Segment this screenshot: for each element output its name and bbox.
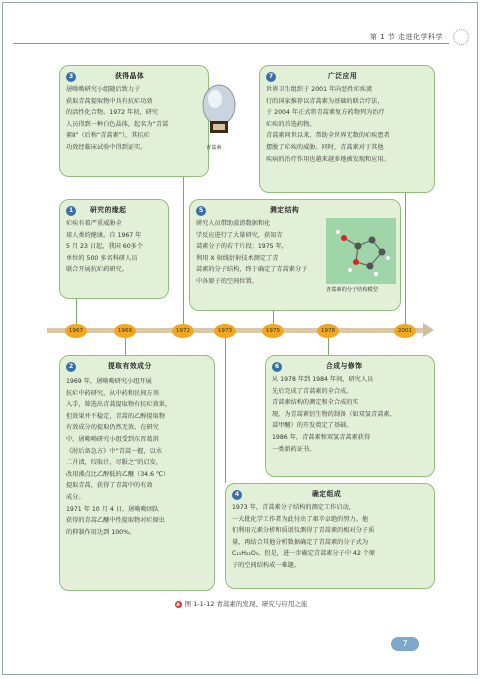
box-determine-composition xyxy=(225,483,435,589)
header-rule xyxy=(13,43,449,44)
figure-icon: ▲ xyxy=(176,600,180,607)
box-text: 屠呦呦研究小组随后致力于 获取青蒿提取物中具有抗疟功效 的活性化合物。1972 年初，研究 人员得到一种白色晶体，起名为“青蒿 素Ⅱ”（后称“青蒿素”），其抗疟 功效经临床试验中得到证实。 xyxy=(66,86,169,151)
badge-1: 1 xyxy=(66,206,76,216)
box-title: 确定组成 xyxy=(312,490,342,498)
artemisinin-jar-image xyxy=(201,81,237,141)
box-text: 1969 年，屠呦呦研究小组开展 抗疟中药研究，从中药和民间方剂 入手，筛选出青蒿提取物有抗疟效果， 但效果并不稳定，青蒿的乙醇提取物 有效成分的提取仍然无效。在研究 中，屠呦呦研究小组受到东晋葛洪 《肘后备急方》中“青蒿一握，以水 二升渍，绞取汁，尽服之”的启发， 改用沸点比乙醇低的乙醚（34.6 ℃） 提取青蒿，获得了青蒿中的有效 成分。 1971 年 10 月 4 日，屠呦呦团队 获得的青蒿乙醚中性提取物对疟原虫 的抑制作用达到 100%。 xyxy=(66,378,172,536)
molecule-caption: 青蒿素的分子结构模型 xyxy=(326,287,378,293)
section-title: 第 1 节 走进化学科学 xyxy=(369,33,443,41)
figure-caption-text: 图 1-1-12 青蒿素的发现、研究与应用之旅 xyxy=(184,600,308,608)
connector xyxy=(225,333,226,483)
connector xyxy=(405,193,406,325)
box-extract-active-ingredient xyxy=(59,355,215,591)
box-text: 研究人员借助波谱数据和化 学反应进行了大量研究，获知青 蒿素分子的若干片段；1975 年， 利用 X 射线衍射技术测定了青 蒿素的分子结构，终于确定了青蒿素分子 中各原子的空间位置。 xyxy=(196,220,308,285)
timeline-bar xyxy=(47,328,425,333)
box-title: 测定结构 xyxy=(270,206,300,214)
box-title: 获得晶体 xyxy=(115,72,145,80)
box-wide-application xyxy=(259,65,435,193)
year-marker: 1967 xyxy=(65,324,87,338)
box-title: 合成与修饰 xyxy=(326,362,363,370)
molecule-model-image xyxy=(326,218,396,284)
badge-2: 2 xyxy=(66,362,76,372)
connector xyxy=(183,177,184,325)
badge-6: 6 xyxy=(272,362,282,372)
badge-5: 5 xyxy=(196,206,206,216)
box-text: 从 1978 年到 1984 年间，研究人员 先后完成了青蒿素的全合成。 青蒿素结构的测定和全合成的实 现，为青蒿素衍生物的制备（如双氢青蒿素、 蒿甲醚）的开发奠定了基础。 1986 年，青蒿素和双氢青蒿素获得 一类新药证书。 xyxy=(272,376,396,453)
year-marker: 1972 xyxy=(172,324,194,338)
timeline-arrow-icon xyxy=(423,323,434,337)
box-synthesis-modification xyxy=(265,355,435,477)
connector xyxy=(273,311,274,325)
box-title: 广泛应用 xyxy=(328,72,358,80)
figure-caption xyxy=(3,599,479,608)
page-number: 7 xyxy=(391,637,419,651)
box-title: 提取有效成分 xyxy=(108,362,152,370)
badge-7: 7 xyxy=(266,72,276,82)
box-text: 疟疾有着严重威胁全 球人类的健康。自 1967 年 5 月 23 日起，我国 60多个 单位的 500 多名科研人员 联合开展抗疟药研究。 xyxy=(66,220,144,274)
gear-decoration-icon xyxy=(453,29,469,45)
box-text: 世界卫生组织于 2001 年向恶性疟疾流 行的国家推荐以青蒿素为基础的联合疗法， 于 2004 年正式将青蒿素复方药物列为治疗 疟疾的首选药物。 青蒿素问世以来，帮助全世界无数的疟疾患者 摆脱了疟疾的威胁。同时，青蒿素对于其他 疾病的治疗作用也越来越多地被发现和应用。 xyxy=(266,86,390,163)
badge-3: 3 xyxy=(66,72,76,82)
textbook-page xyxy=(2,2,478,675)
page-header xyxy=(3,3,479,47)
jar-caption: 青蒿素 xyxy=(206,145,222,151)
year-marker: 2001 xyxy=(394,324,416,338)
year-marker: 1973 xyxy=(214,324,236,338)
box-research-origin xyxy=(59,199,169,299)
year-marker: 1975 xyxy=(262,324,284,338)
connector xyxy=(76,299,77,325)
year-marker: 1969 xyxy=(114,324,136,338)
badge-4: 4 xyxy=(232,490,242,500)
box-title: 研究的缘起 xyxy=(90,206,127,214)
box-text: 1973 年，青蒿素分子结构的测定工作启动， 一大批化学工作者为此付出了艰辛卓绝的努力。他 们利用元素分析和质谱仪测得了青蒿素的相对分子质 量，再结合其他分析数据确定了青蒿素的分子式为 C₁₅H₂₂O₅。但是，进一步确定青蒿素分子中 42 个原 子的空间结构成一难题。 xyxy=(232,504,376,569)
year-marker: 1978 xyxy=(317,324,339,338)
box-get-crystal xyxy=(59,65,209,177)
